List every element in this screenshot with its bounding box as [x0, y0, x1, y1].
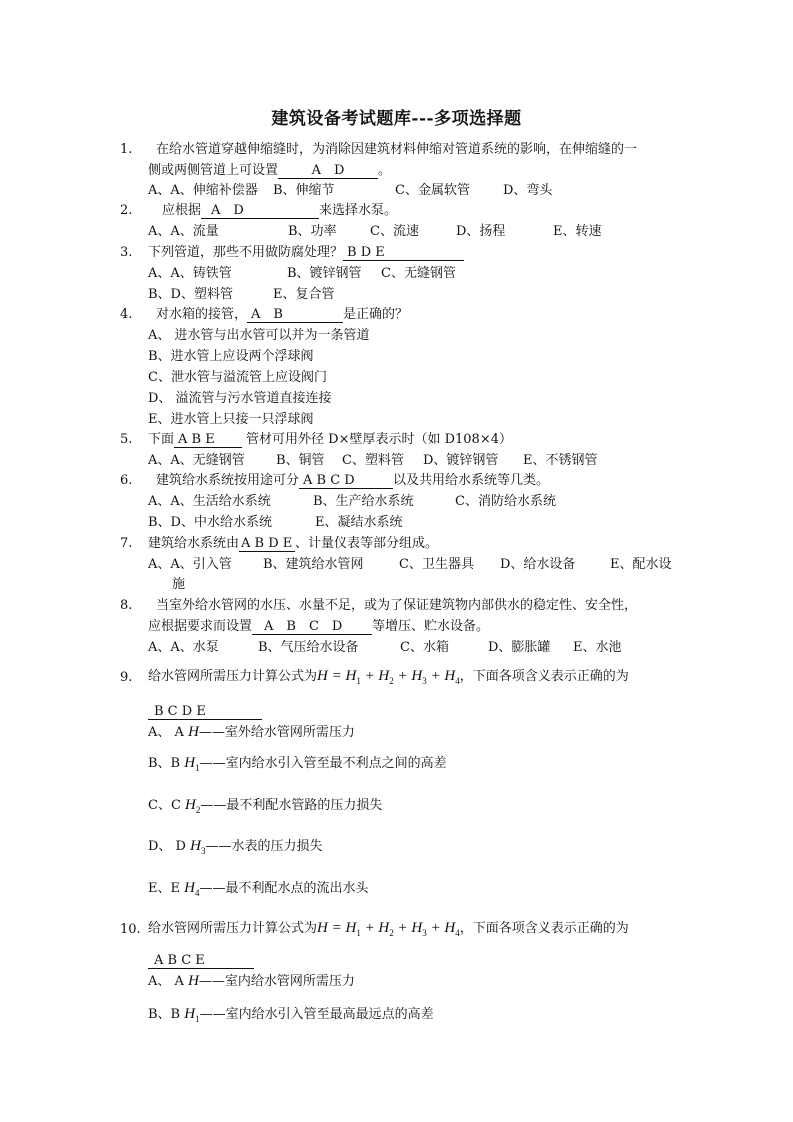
option: B、气压给水设备: [258, 640, 359, 655]
option: B、D、中水给水系统: [148, 515, 272, 530]
option: E、配水设: [610, 557, 672, 572]
option: C、塑料管: [342, 453, 404, 468]
option: E、转速: [553, 224, 602, 239]
question-text: 下面 A B E 管材可用外径 D×壁厚表示时（如 D108×4）: [148, 432, 512, 447]
question-number: 3.: [120, 245, 133, 260]
option: C、消防给水系统: [455, 494, 556, 509]
option: D、给水设备: [500, 557, 576, 572]
question-number: 10.: [120, 922, 141, 937]
question-number: 4.: [120, 307, 133, 322]
answer-blank: A B E: [174, 433, 242, 448]
option: C、C $H_2——$最不利配水管路的压力损失: [148, 797, 383, 815]
question-text: 给水管网所需压力计算公式为$H = H_1 + H_2 + H_3 + H_4$，下面各项含义表示正确的为: [148, 668, 629, 686]
option-continuation: 施: [172, 577, 186, 592]
question-number: 8.: [120, 598, 133, 613]
option: E、不锈钢管: [523, 453, 598, 468]
option: E、复合管: [273, 287, 335, 302]
option: B、镀锌钢管: [287, 266, 362, 281]
question-text: 建筑给水系统由 A B D E 、计量仪表等部分组成。: [148, 536, 439, 551]
answer-line: [148, 953, 254, 969]
option: C、流速: [370, 224, 419, 239]
answer-blank: A D: [278, 164, 378, 179]
option: D、 溢流管与污水管道直接连接: [148, 391, 332, 406]
option: D、 D $H_3——$水表的压力损失: [148, 838, 323, 856]
answer-blank: A B C E: [148, 954, 254, 969]
question-number: 5.: [120, 432, 133, 447]
option: C、水箱: [400, 640, 449, 655]
answer-blank: B C D E: [148, 705, 262, 720]
question-text: 当室外给水管网的水压、水量不足，或为了保证建筑物内部供水的稳定性、安全性，: [156, 598, 638, 613]
option: B、生产给水系统: [313, 494, 414, 509]
option: A、A、伸缩补偿器: [148, 183, 258, 198]
option: D、弯头: [503, 183, 553, 198]
question-number: 6.: [120, 473, 133, 488]
answer-blank: A B: [247, 308, 343, 323]
option: C、卫生器具: [399, 557, 474, 572]
question-text: 应根据 A D 来选择水泵。: [162, 203, 398, 218]
question-text-line2: 侧或两侧管道上可设置 A D 。: [148, 163, 392, 178]
option: D、扬程: [456, 224, 506, 239]
question-number: 7.: [120, 536, 133, 551]
option: B、建筑给水管网: [263, 557, 364, 572]
option: B、进水管上应设两个浮球阀: [148, 349, 314, 364]
option: A、A、生活给水系统: [148, 494, 271, 509]
option: A、A、引入管: [148, 557, 232, 572]
option: C、泄水管与溢流管上应设阀门: [148, 370, 327, 385]
option: B、B $H_1——$室内给水引入管至最高最远点的高差: [148, 1006, 434, 1024]
option: E、水池: [573, 640, 622, 655]
option: B、铜管: [276, 453, 325, 468]
pressure-formula: $H = H_1 + H_2 + H_3 + H_4$: [317, 668, 460, 686]
option: B、D、塑料管: [148, 287, 233, 302]
option: E、E $H_4——$最不利配水点的流出水头: [148, 880, 369, 898]
pressure-formula: $H = H_1 + H_2 + H_3 + H_4$: [317, 920, 460, 938]
option: A、 A H——室内给水管网所需压力: [148, 973, 355, 989]
page-title: 建筑设备考试题库---多项选择题: [271, 109, 522, 129]
option: A、A、水泵: [148, 640, 219, 655]
question-text: 在给水管道穿越伸缩缝时，为消除因建筑材料伸缩对管道系统的影响，在伸缩缝的一: [156, 142, 638, 157]
answer-blank: A D: [201, 204, 319, 219]
answer-blank: A B D E: [239, 537, 295, 552]
question-number: 2.: [120, 203, 133, 218]
option: C、无缝钢管: [381, 266, 456, 281]
option: A、 进水管与出水管可以并为一条管道: [148, 328, 370, 343]
question-number: 1.: [120, 142, 133, 157]
option: E、凝结水系统: [315, 515, 403, 530]
option: A、A、铸铁管: [148, 266, 232, 281]
answer-blank: B D E: [343, 246, 464, 261]
option: E、进水管上只接一只浮球阀: [148, 412, 314, 427]
option: A、 A H——室外给水管网所需压力: [148, 724, 355, 740]
answer-line: [148, 704, 262, 720]
option: D、膨胀罐: [488, 640, 551, 655]
answer-blank: A B C D: [252, 620, 372, 635]
option: B、B $H_1——$室内给水引入管至最不利点之间的高差: [148, 755, 447, 773]
option: C、金属软管: [395, 183, 470, 198]
option: A、A、流量: [148, 224, 219, 239]
option: A、A、无缝钢管: [148, 453, 245, 468]
question-text: 给水管网所需压力计算公式为$H = H_1 + H_2 + H_3 + H_4$，下面各项含义表示正确的为: [148, 920, 629, 938]
question-text: 对水箱的接管， A B 是正确的？: [156, 307, 409, 322]
question-number: 9.: [120, 670, 133, 685]
question-text: 下列管道，那些不用做防腐处理？ B D E: [148, 245, 464, 261]
question-text-line2: 应根据要求而设置 A B C D 等增压、贮水设备。: [148, 619, 490, 634]
option: D、镀锌钢管: [423, 453, 499, 468]
answer-blank: A B C D: [299, 474, 393, 489]
option: B、伸缩节: [273, 183, 335, 198]
option: B、功率: [288, 224, 337, 239]
question-text: 建筑给水系统按用途可分 A B C D 以及共用给水系统等几类。: [156, 473, 550, 488]
